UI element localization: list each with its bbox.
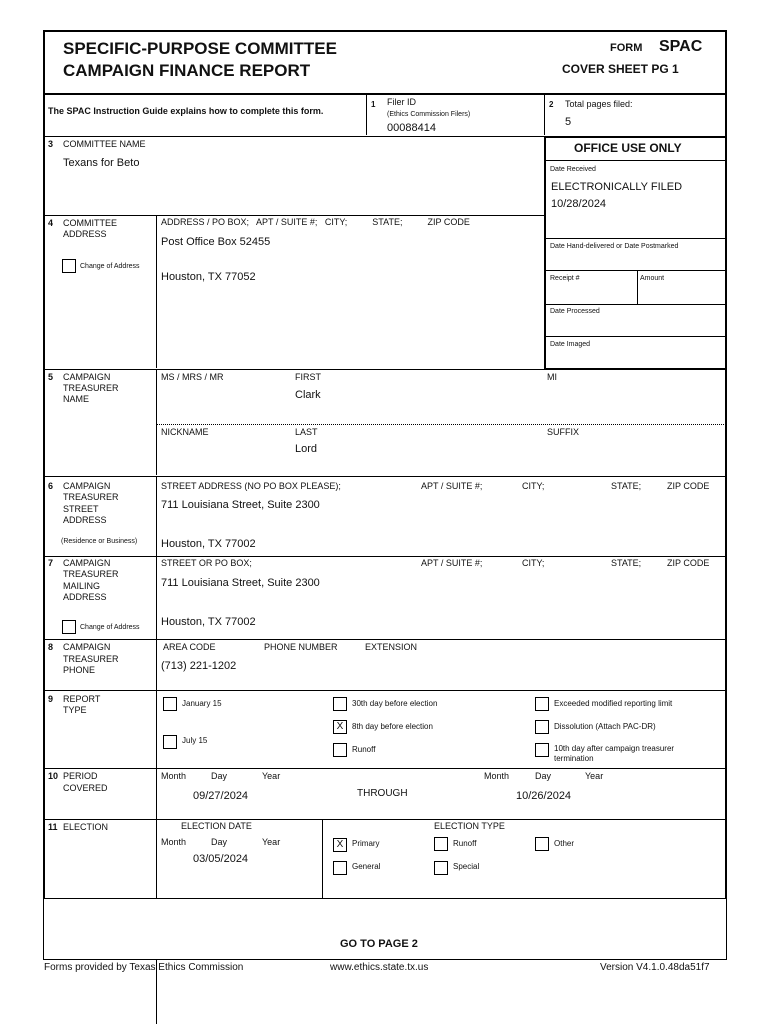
address-label-1: COMMITTEE	[63, 218, 117, 228]
treasurer-label-1: CAMPAIGN	[63, 372, 111, 382]
first-name-value: Clark	[295, 389, 321, 401]
filer-id-label: Filer ID	[387, 97, 416, 107]
committee-name-value: Texans for Beto	[63, 157, 140, 169]
section-number: 8	[48, 642, 54, 652]
mi-label: MI	[547, 372, 557, 382]
instruction-text: The SPAC Instruction Guide explains how to complete this form.	[48, 106, 324, 116]
phone-label-2: TREASURER	[63, 654, 119, 664]
exceeded-limit-label: Exceeded modified reporting limit	[554, 699, 673, 708]
divider	[544, 95, 545, 135]
section-number: 7	[48, 558, 54, 568]
mailing-change-of-address-checkbox[interactable]	[62, 620, 76, 634]
mailing-label-4: ADDRESS	[63, 592, 107, 602]
section-number: 1	[371, 100, 376, 109]
other-checkbox[interactable]	[535, 837, 549, 851]
divider	[157, 424, 726, 425]
mailing-header-city: CITY;	[522, 558, 545, 568]
street-label-1: CAMPAIGN	[63, 481, 111, 491]
divider	[545, 336, 726, 337]
treasurer-label-3: NAME	[63, 394, 90, 404]
office-use-title: OFFICE USE ONLY	[574, 141, 682, 155]
mailing-header-zip: ZIP CODE	[667, 558, 710, 568]
divider	[44, 768, 726, 769]
divider	[44, 136, 544, 137]
residence-note: (Residence or Business)	[61, 538, 138, 545]
footer-website[interactable]: www.ethics.state.tx.us	[330, 962, 429, 973]
30th-day-label: 30th day before election	[352, 699, 438, 708]
section-number: 9	[48, 694, 54, 704]
filing-date: 10/28/2024	[551, 198, 607, 210]
divider	[545, 160, 726, 161]
date-processed-label: Date Processed	[550, 308, 600, 315]
date-received-label: Date Received	[550, 166, 596, 173]
street-header-city: CITY;	[522, 481, 545, 491]
runoff-election-checkbox[interactable]	[434, 837, 448, 851]
address-line1: Post Office Box 52455	[161, 236, 271, 248]
primary-label: Primary	[352, 839, 380, 848]
mailing-line2: Houston, TX 77002	[161, 616, 256, 628]
filer-id-sub: (Ethics Commission Filers)	[387, 111, 471, 118]
treasurer-label-2: TREASURER	[63, 383, 119, 393]
election-date-value: 03/05/2024	[193, 853, 249, 865]
street-label-3: STREET	[63, 504, 99, 514]
divider	[44, 639, 726, 640]
street-header-address: STREET ADDRESS (NO PO BOX PLEASE);	[161, 481, 341, 491]
divider	[44, 690, 726, 691]
form-title-line1: SPECIFIC-PURPOSE COMMITTEE	[63, 39, 337, 58]
election-month-label: Month	[161, 837, 187, 847]
january-15-checkbox[interactable]	[163, 697, 177, 711]
filer-id-value: 00088414	[387, 122, 436, 134]
total-pages-label: Total pages filed:	[565, 99, 633, 109]
election-year-label: Year	[262, 837, 281, 847]
mailing-change-of-address-label: Change of Address	[80, 624, 140, 631]
date-imaged-label: Date Imaged	[550, 341, 591, 348]
period-year2-label: Year	[585, 771, 604, 781]
section-number: 11	[48, 822, 58, 832]
prefix-label: MS / MRS / MR	[161, 372, 224, 382]
section-number: 2	[549, 100, 554, 109]
10th-day-label-1: 10th day after campaign treasurer	[554, 744, 675, 753]
mailing-line1: 711 Louisiana Street, Suite 2300	[161, 577, 320, 589]
section-number: 3	[48, 139, 54, 149]
report-label-2: TYPE	[63, 705, 87, 715]
change-of-address-checkbox[interactable]	[62, 259, 76, 273]
phone-label-3: PHONE	[63, 665, 96, 675]
divider	[545, 270, 726, 271]
special-label: Special	[453, 862, 480, 871]
30th-day-checkbox[interactable]	[333, 697, 347, 711]
divider	[44, 556, 726, 557]
form-code: SPAC	[659, 38, 703, 55]
general-checkbox[interactable]	[333, 861, 347, 875]
cover-sheet-label: COVER SHEET PG 1	[562, 62, 679, 76]
period-day-label: Day	[211, 771, 228, 781]
through-label: THROUGH	[357, 788, 408, 799]
period-day2-label: Day	[535, 771, 552, 781]
period-month2-label: Month	[484, 771, 510, 781]
divider	[545, 304, 726, 305]
mailing-header-apt: APT / SUITE #;	[421, 558, 483, 568]
address-line2: Houston, TX 77052	[161, 271, 256, 283]
election-type-label: ELECTION TYPE	[434, 821, 505, 831]
area-code-label: AREA CODE	[163, 642, 216, 652]
8th-day-checkbox[interactable]: X	[333, 720, 347, 734]
period-to-value: 10/26/2024	[516, 790, 572, 802]
mailing-header-state: STATE;	[611, 558, 642, 568]
street-label-4: ADDRESS	[63, 515, 107, 525]
change-of-address-label: Change of Address	[80, 263, 140, 270]
divider	[44, 476, 726, 477]
phone-number-label: PHONE NUMBER	[264, 642, 338, 652]
primary-checkbox[interactable]: X	[333, 838, 347, 852]
period-month-label: Month	[161, 771, 187, 781]
street-line1: 711 Louisiana Street, Suite 2300	[161, 499, 320, 511]
january-15-label: January 15	[182, 699, 222, 708]
footer-version: Version V4.1.0.48da51f7	[600, 962, 710, 973]
footer-provider: Forms provided by Texas Ethics Commission	[44, 962, 244, 973]
header-divider	[44, 93, 726, 95]
general-label: General	[352, 862, 381, 871]
10th-day-label-2: termination	[554, 754, 594, 763]
election-label: ELECTION	[63, 822, 109, 832]
section-number: 6	[48, 481, 54, 491]
street-header-apt: APT / SUITE #;	[421, 481, 483, 491]
street-header-zip: ZIP CODE	[667, 481, 710, 491]
form-label: FORM	[610, 42, 643, 54]
mailing-label-2: TREASURER	[63, 569, 119, 579]
street-header-state: STATE;	[611, 481, 642, 491]
divider	[156, 476, 157, 639]
period-year-label: Year	[262, 771, 281, 781]
nickname-label: NICKNAME	[161, 427, 209, 437]
other-label: Other	[554, 839, 575, 848]
special-checkbox[interactable]	[434, 861, 448, 875]
street-line2: Houston, TX 77002	[161, 538, 256, 550]
july-15-label: July 15	[182, 736, 208, 745]
divider	[545, 238, 726, 239]
phone-label-1: CAMPAIGN	[63, 642, 111, 652]
runoff-report-checkbox[interactable]	[333, 743, 347, 757]
suffix-label: SUFFIX	[547, 427, 580, 437]
divider	[44, 369, 726, 370]
10th-day-checkbox[interactable]	[535, 743, 549, 757]
mailing-header-street: STREET OR PO BOX;	[161, 558, 252, 568]
first-name-label: FIRST	[295, 372, 321, 382]
divider	[44, 819, 726, 820]
street-label-2: TREASURER	[63, 492, 119, 502]
hand-delivered-label: Date Hand-delivered or Date Postmarked	[550, 243, 679, 250]
divider	[44, 215, 544, 216]
mailing-label-3: MAILING	[63, 581, 101, 591]
divider	[156, 369, 157, 475]
filing-status: ELECTRONICALLY FILED	[551, 181, 683, 193]
divider	[366, 95, 367, 135]
divider	[156, 215, 157, 368]
total-pages-value: 5	[565, 116, 572, 128]
address-label-2: ADDRESS	[63, 229, 107, 239]
section-number: 5	[48, 372, 54, 382]
report-label-1: REPORT	[63, 694, 101, 704]
last-name-value: Lord	[295, 443, 318, 455]
section-number: 10	[48, 771, 59, 781]
phone-value: (713) 221-1202	[161, 660, 237, 672]
period-label-2: COVERED	[63, 783, 108, 793]
8th-day-label: 8th day before election	[352, 722, 433, 731]
exceeded-limit-checkbox[interactable]	[535, 697, 549, 711]
divider	[322, 819, 323, 898]
divider	[637, 270, 638, 304]
period-from-value: 09/27/2024	[193, 790, 249, 802]
form-title-line2: CAMPAIGN FINANCE REPORT	[63, 61, 311, 80]
election-day-label: Day	[211, 837, 228, 847]
mailing-label-1: CAMPAIGN	[63, 558, 111, 568]
extension-label: EXTENSION	[365, 642, 418, 652]
dissolution-checkbox[interactable]	[535, 720, 549, 734]
runoff-report-label: Runoff	[352, 745, 376, 754]
runoff-election-label: Runoff	[453, 839, 477, 848]
receipt-label: Receipt #	[550, 275, 580, 282]
amount-label: Amount	[640, 275, 665, 282]
committee-name-label: COMMITTEE NAME	[63, 139, 146, 149]
dissolution-label: Dissolution (Attach PAC-DR)	[554, 722, 656, 731]
election-date-label: ELECTION DATE	[181, 821, 252, 831]
last-name-label: LAST	[295, 427, 318, 437]
section-number: 4	[48, 218, 54, 228]
address-column-headers: ADDRESS / PO BOX; APT / SUITE #; CITY; STATE; ZIP CODE	[161, 217, 470, 227]
period-label-1: PERIOD	[63, 771, 98, 781]
july-15-checkbox[interactable]	[163, 735, 177, 749]
go-to-page-2[interactable]: GO TO PAGE 2	[340, 938, 418, 950]
